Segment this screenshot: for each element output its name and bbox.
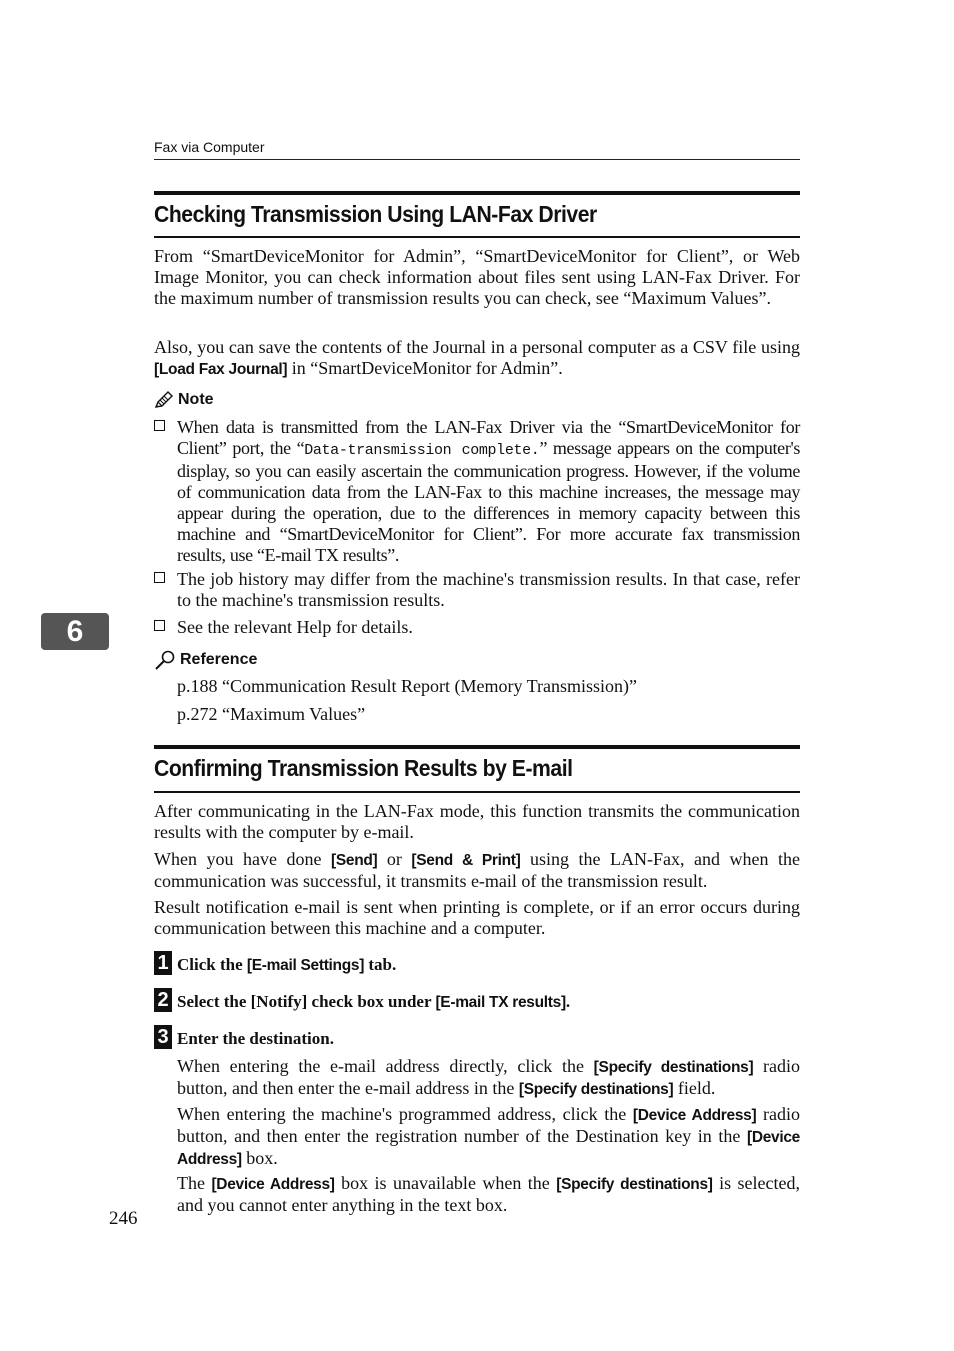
step-2	[154, 989, 800, 1012]
specify-destinations-key: [Specify destinations]	[556, 1176, 713, 1193]
note-item-1	[154, 417, 800, 566]
paragraph-text: or	[377, 849, 412, 869]
checkbox-bullet-icon	[154, 572, 165, 583]
paragraph-text: in “SmartDeviceMonitor for Admin”.	[287, 358, 563, 378]
step-number-3: 3	[154, 1025, 172, 1049]
step3-paragraph-3	[177, 1173, 800, 1216]
device-address-key: [Device Address]	[211, 1176, 335, 1193]
note-item-3	[154, 617, 800, 638]
note-label	[154, 391, 214, 409]
paragraph-text: When you have done	[154, 849, 331, 869]
chapter-tab: 6	[41, 613, 109, 650]
specify-destinations-key: [Specify destinations]	[518, 1081, 674, 1098]
pencil-icon	[154, 391, 174, 409]
section1-paragraph-2	[154, 337, 800, 380]
step-2-text	[177, 992, 570, 1012]
step-text: .	[565, 992, 571, 1011]
message-code: Data-transmission complete.	[304, 442, 540, 459]
step-1-text	[177, 955, 396, 975]
paragraph-text: The	[177, 1173, 212, 1193]
step-1	[154, 952, 800, 975]
device-address-key: [Device Address]	[177, 1129, 800, 1168]
section1-rule-top	[154, 191, 800, 195]
section2-title: Confirming Transmission Results by E-mail	[154, 755, 573, 781]
paragraph-text: When entering the machine's programmed address, click the	[177, 1104, 633, 1124]
paragraph-text: When entering the e-mail address directly, click the	[177, 1056, 594, 1076]
email-settings-tab-key: [E-mail Settings]	[246, 957, 365, 974]
email-tx-results-key: [E-mail TX results]	[435, 994, 566, 1011]
checkbox-bullet-icon	[154, 620, 165, 631]
reference-link-2[interactable]: p.272 “Maximum Values”	[177, 704, 366, 724]
note-item-text: See the relevant Help for details.	[177, 617, 413, 637]
note-item-text	[177, 417, 800, 566]
paragraph-text: box.	[241, 1148, 278, 1168]
send-print-key: [Send & Print]	[411, 852, 521, 869]
device-address-key: [Device Address]	[632, 1107, 757, 1124]
reference-label	[154, 650, 257, 670]
section1-paragraph-1: From “SmartDeviceMonitor for Admin”, “SmartDeviceMonitor for Client”, or Web Image Monitor, you can check information about files sent using LAN-Fax Driver. For the maximum number of transmission results you can check, see “Maximum Values”.	[154, 246, 800, 308]
step-text: Select the [Notify] check box under	[177, 992, 436, 1011]
step-number-2: 2	[154, 988, 172, 1012]
note-text: ” message appears on the computer's display, so you can easily ascertain the communication progress. However, if the volume of communication data from the LAN-Fax to this machine increases, the message may appear during the operation, due to the differences in memory capacity between this machine and “SmartDeviceMonitor for Client”. For more accurate fax transmission results, use “E-mail TX results”.	[177, 438, 801, 565]
paragraph-text: is selected, and you cannot enter anything in the text box.	[177, 1173, 800, 1215]
paragraph-text: using the LAN-Fax, and when the communication was successful, it transmits e-mail of the transmission result.	[154, 849, 800, 891]
running-header: Fax via Computer	[154, 139, 265, 155]
step3-paragraph-2	[177, 1104, 800, 1170]
reference-label-text: Reference	[180, 651, 258, 668]
step-text: tab.	[364, 955, 397, 974]
section1-rule-bottom	[154, 236, 800, 238]
page-number: 246	[109, 1208, 138, 1229]
header-rule	[154, 159, 800, 160]
reference-link-1[interactable]: p.188 “Communication Result Report (Memory Transmission)”	[177, 676, 637, 696]
specify-destinations-key: [Specify destinations]	[593, 1059, 754, 1076]
paragraph-text: radio button, and then enter the e-mail address in the	[177, 1056, 800, 1098]
step3-paragraph-1	[177, 1056, 800, 1100]
section2-paragraph-3: Result notification e-mail is sent when printing is complete, or if an error occurs during communication between this machine and a computer.	[154, 897, 800, 938]
send-key: [Send]	[330, 852, 378, 869]
step-3	[154, 1026, 800, 1049]
section2-rule-top	[154, 745, 800, 749]
step-number-1: 1	[154, 951, 172, 975]
step-text: Click the	[177, 955, 247, 974]
note-label-text: Note	[178, 391, 214, 408]
checkbox-bullet-icon	[154, 420, 165, 431]
note-item-text: The job history may differ from the machine's transmission results. In that case, refer to the machine's transmission results.	[177, 569, 800, 610]
magnifier-icon	[154, 650, 176, 670]
paragraph-text: field.	[673, 1078, 716, 1098]
load-fax-journal-key: [Load Fax Journal]	[154, 361, 288, 378]
paragraph-text: Also, you can save the contents of the Journal in a personal computer as a CSV file using	[154, 337, 800, 357]
note-item-2	[154, 569, 800, 611]
section2-rule-bottom	[154, 791, 800, 793]
section1-title: Checking Transmission Using LAN-Fax Driver	[154, 201, 597, 227]
paragraph-text: box is unavailable when the	[334, 1173, 557, 1193]
section2-paragraph-1: After communicating in the LAN-Fax mode, this function transmits the communication results with the computer by e-mail.	[154, 801, 800, 842]
note-text: When data is transmitted from the LAN-Fax Driver via the “SmartDeviceMonitor for Client” port, the “	[177, 417, 800, 458]
step-3-text: Enter the destination.	[177, 1029, 334, 1048]
section2-paragraph-2	[154, 849, 800, 892]
paragraph-text: radio button, and then enter the registration number of the Destination key in the	[177, 1104, 801, 1146]
